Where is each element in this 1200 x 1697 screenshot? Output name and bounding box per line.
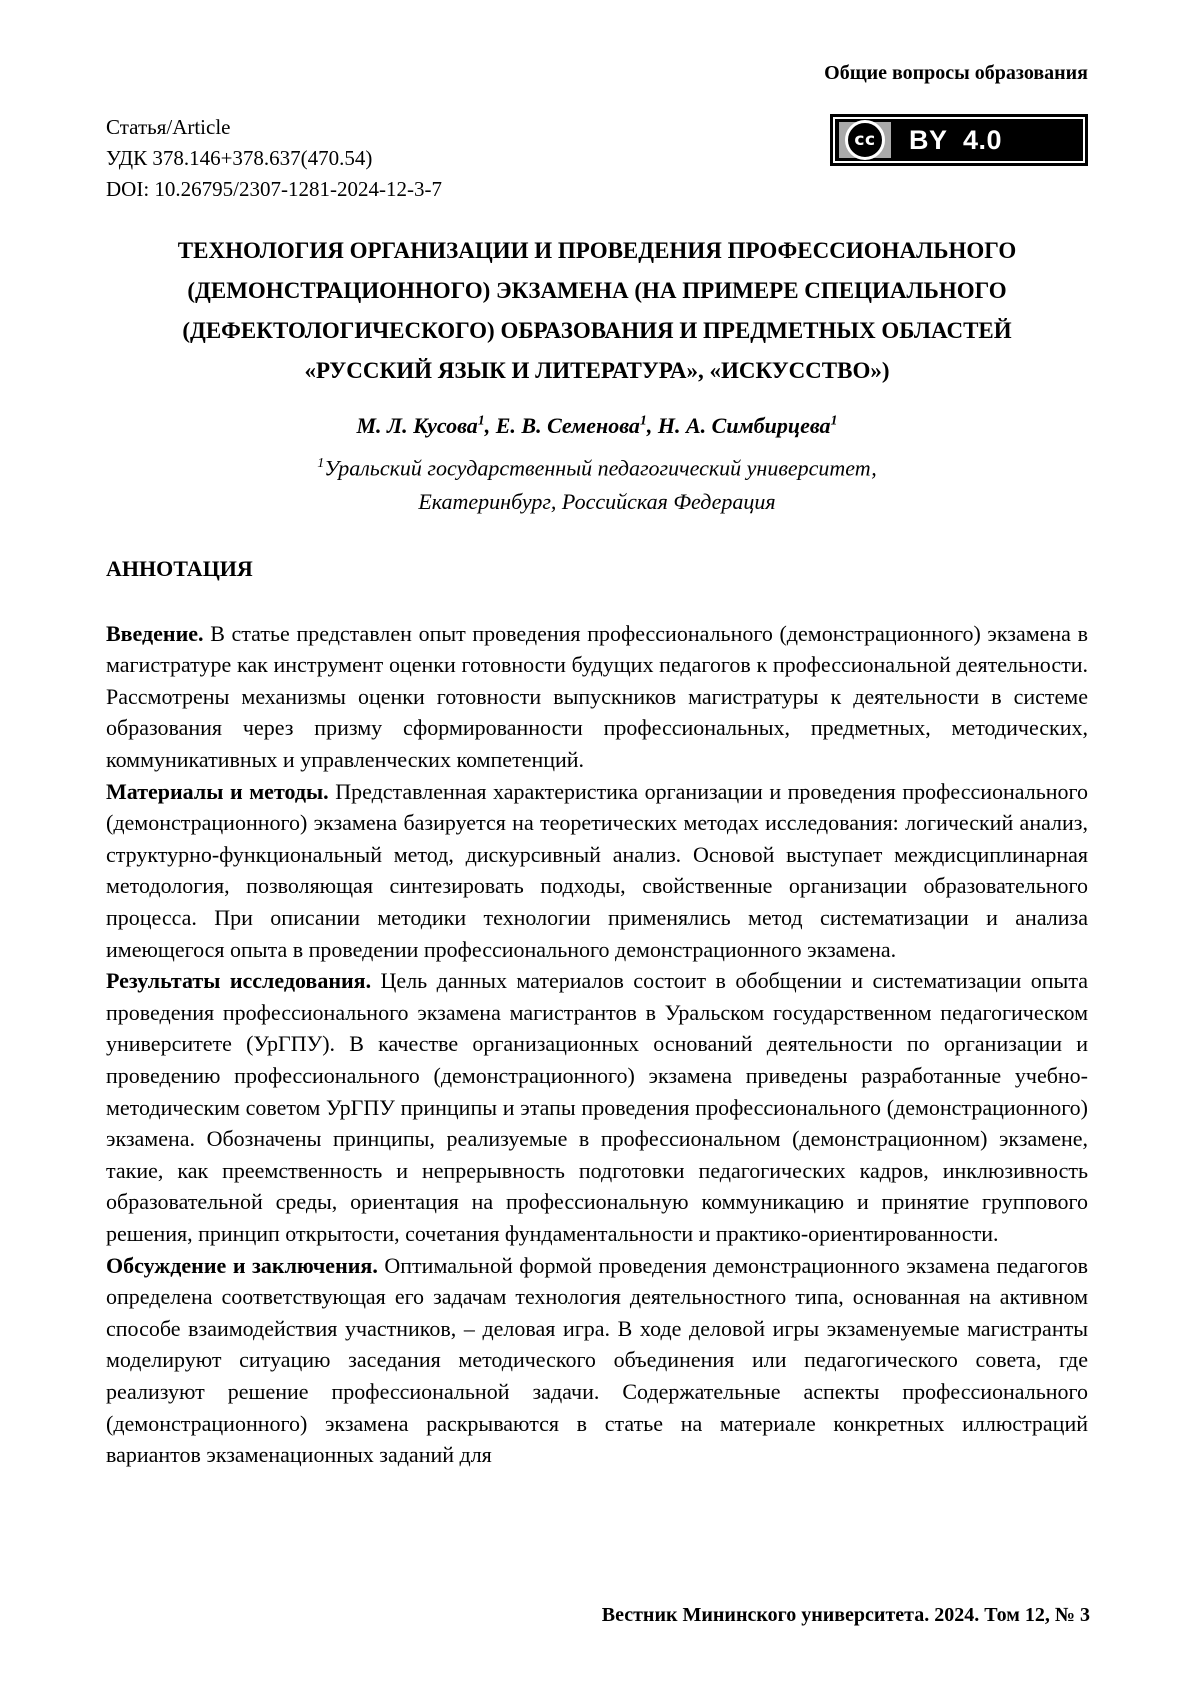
author-separator: , xyxy=(646,413,658,439)
article-title-line-3: (ДЕФЕКТОЛОГИЧЕСКОГО) ОБРАЗОВАНИЯ И ПРЕДМЕТНЫХ ОБЛАСТЕЙ xyxy=(182,318,1012,343)
author-1 xyxy=(356,413,495,438)
author-3-affiliation-mark: 1 xyxy=(830,414,838,429)
author-2-affiliation-mark: 1 xyxy=(639,414,647,429)
cc-logo-plate xyxy=(839,122,891,158)
doi-line: DOI: 10.26795/2307-1281-2024-12-3-7 xyxy=(106,177,442,201)
cc-logo-icon xyxy=(845,120,885,160)
paragraph-results xyxy=(106,965,1088,1249)
paragraph-discussion-conclusions-lead: Обсуждение и заключения. xyxy=(106,1252,378,1278)
cc-license-label: BY 4.0 xyxy=(909,124,1003,155)
affiliation-mark: 1 xyxy=(317,456,325,472)
author-1-affiliation-mark: 1 xyxy=(477,414,485,429)
article-meta xyxy=(106,112,442,205)
paragraph-materials-methods-text: Представленная характеристика организации и проведения профессионального (демонстрационного) экзамена базируется на теоретических методах исследования: логический анализ, структурно-функциональный метод, дискурсивный анализ. Основой выступает междисциплинарная методология, позволяющая синтезировать подходы, свойственные организации образовательного процесса. При описании методики технологии применялись метод систематизации и анализа имеющегося опыта в проведении профессионального демонстрационного экзамена. xyxy=(106,778,1088,962)
authors-line xyxy=(106,407,1088,441)
author-3-name: Н. А. Симбирцева xyxy=(657,413,831,439)
article-title-line-2: (ДЕМОНСТРАЦИОННОГО) ЭКЗАМЕНА (НА ПРИМЕРЕ СПЕЦИАЛЬНОГО xyxy=(187,278,1007,303)
article-title xyxy=(106,231,1088,391)
author-1-name: М. Л. Кусова xyxy=(356,413,478,439)
paragraph-discussion-conclusions-text: Оптимальной формой проведения демонстрационного экзамена педагогов определена соответствующая его задачам технология деятельностного типа, основанная на активном способе взаимодействия участников, – деловая игра. В ходе деловой игры экзаменуемые магистранты моделируют ситуацию заседания методического объединения или педагогического совета, где реализуют решение профессиональной задачи. Содержательные аспекты профессионального (демонстрационного) экзамена раскрываются в статье на материале конкретных иллюстраций вариантов экзаменационных заданий для xyxy=(106,1252,1088,1468)
article-type-label: Статья/Article xyxy=(106,115,231,139)
author-3 xyxy=(658,413,838,438)
affiliation-line-2: Екатеринбург, Российская Федерация xyxy=(418,488,776,514)
affiliation-university: Уральский государственный педагогический университет, xyxy=(324,455,877,481)
udk-code: УДК 378.146+378.637(470.54) xyxy=(106,146,373,170)
paragraph-materials-methods-lead: Материалы и методы. xyxy=(106,778,329,804)
author-2 xyxy=(496,413,658,438)
meta-row xyxy=(106,112,1088,205)
paragraph-introduction xyxy=(106,618,1088,776)
paragraph-introduction-text: В статье представлен опыт проведения профессионального (демонстрационного) экзамена в магистратуре как инструмент оценки готовности будущих педагогов к профессиональной деятельности. Рассмотрены механизмы оценки готовности выпускников магистратуры к деятельности в системе образования через призму сформированности профессиональных, предметных, методических, коммуникативных и управленческих компетенций. xyxy=(106,620,1088,773)
journal-section-header: Общие вопросы образования xyxy=(824,62,1088,84)
article-title-line-1: ТЕХНОЛОГИЯ ОРГАНИЗАЦИИ И ПРОВЕДЕНИЯ ПРОФЕССИОНАЛЬНОГО xyxy=(177,238,1017,263)
paragraph-discussion-conclusions xyxy=(106,1250,1088,1471)
journal-footer: Вестник Мининского университета. 2024. Том 12, № 3 xyxy=(601,1604,1090,1626)
author-2-name: Е. В. Семенова xyxy=(495,413,640,439)
article-title-line-4: «РУССКИЙ ЯЗЫК И ЛИТЕРАТУРА», «ИСКУССТВО») xyxy=(304,358,890,383)
abstract-body xyxy=(106,618,1088,1471)
cc-logo-text: cc xyxy=(854,130,876,150)
abstract-heading: АННОТАЦИЯ xyxy=(106,555,253,581)
author-separator: , xyxy=(484,413,496,439)
affiliation-line-1 xyxy=(106,447,1088,484)
paragraph-materials-methods xyxy=(106,776,1088,966)
paragraph-results-text: Цель данных материалов состоит в обобщении и систематизации опыта проведения профессионального экзамена магистрантов в Уральском государственном педагогическом университете (УрГПУ). В качестве организационных оснований деятельности по организации и проведению профессионального (демонстрационного) экзамена приведены разработанные учебно-методическим советом УрГПУ принципы и этапы проведения профессионального (демонстрационного) экзамена. Обозначены принципы, реализуемые в профессиональном (демонстрационном) экзамене, такие, как преемственность и непрерывность подготовки педагогических кадров, инклюзивность образовательной среды, ориентация на профессиональную коммуникацию и принятие группового решения, принцип открытости, сочетания фундаментальности и практико-ориентированности. xyxy=(106,968,1088,1246)
cc-by-license-badge[interactable] xyxy=(830,114,1088,166)
paragraph-introduction-lead: Введение. xyxy=(106,620,204,646)
paragraph-results-lead: Результаты исследования. xyxy=(106,968,372,994)
